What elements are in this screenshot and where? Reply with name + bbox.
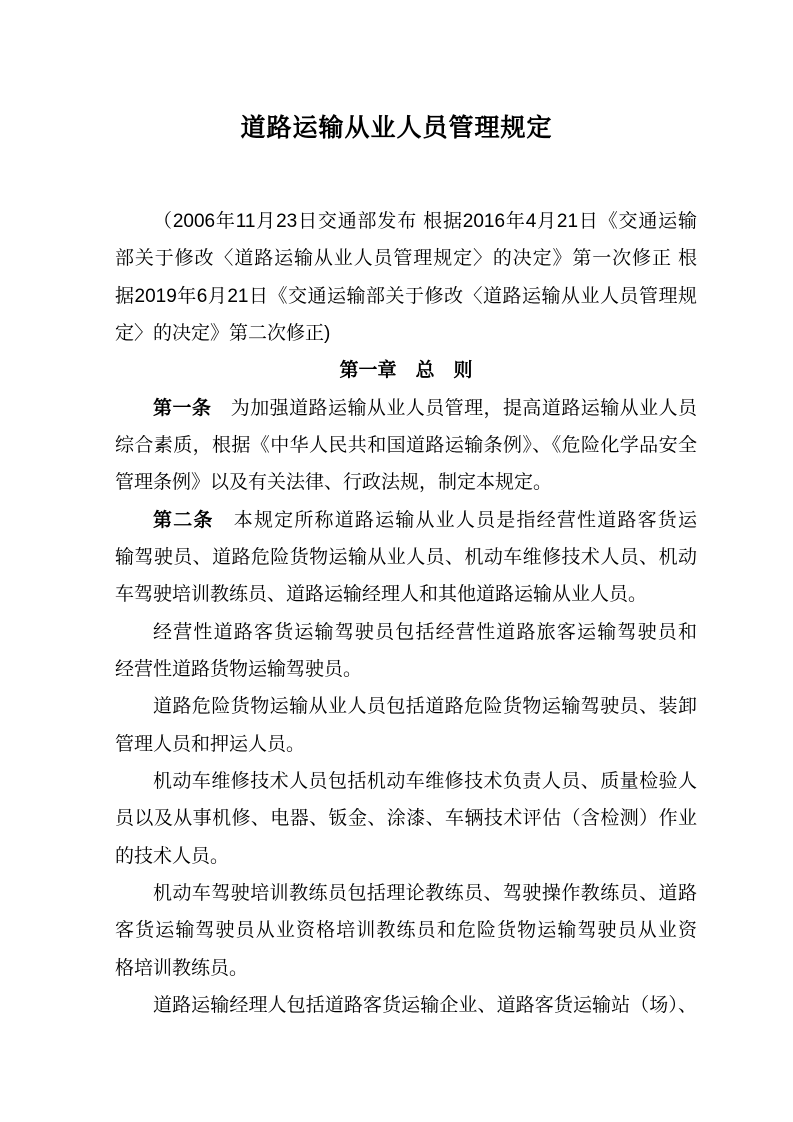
para-instructors [115, 875, 697, 987]
para-maintenance [115, 763, 697, 875]
preamble-line-1: （2006年11月23日交通部发布 根据2016年4月21日《交通运输 [153, 211, 697, 232]
article-2-line-1 [115, 502, 697, 539]
article-1-line-2: 综合素质，根据《中华人民共和国道路运输条例》、《危险化学品安全 [115, 434, 697, 456]
article-1-number: 第一条 [153, 397, 212, 419]
chapter-1-heading: 第一章 总 则 [339, 360, 473, 382]
para-managers [115, 987, 697, 1024]
para-commercial-drivers-line-1: 经营性道路客货运输驾驶员包括经营性道路旅客运输驾驶员和 [153, 621, 697, 643]
article-2-number: 第二条 [153, 509, 214, 531]
article-1-text: 为加强道路运输从业人员管理，提高道路运输从业人员 [211, 397, 697, 419]
para-commercial-drivers [115, 614, 697, 689]
article-1-line-3: 管理条例》以及有关法律、行政法规，制定本规定。 [115, 472, 553, 494]
document-body [115, 203, 697, 1024]
para-instructors-line-2: 客货运输驾驶员从业资格培训教练员和危险货物运输驾驶员从业资 [115, 920, 697, 942]
preamble-line-3: 据2019年6月21日《交通运输部关于修改〈道路运输从业人员管理规 [115, 285, 697, 307]
article-1-paragraph [115, 390, 697, 502]
document-title: 道路运输从业人员管理规定 [240, 114, 553, 142]
preamble-line-2: 部关于修改〈道路运输从业人员管理规定〉的决定》第一次修正 根 [115, 248, 697, 270]
para-maintenance-line-1: 机动车维修技术人员包括机动车维修技术负责人员、质量检验人 [153, 770, 697, 792]
para-commercial-drivers-line-2: 经营性道路货物运输驾驶员。 [115, 658, 363, 680]
para-instructors-line-1: 机动车驾驶培训教练员包括理论教练员、驾驶操作教练员、道路 [153, 882, 697, 904]
article-2-text: 本规定所称道路运输从业人员是指经营性道路客货运 [213, 509, 697, 531]
article-2-line-3: 车驾驶培训教练员、道路运输经理人和其他道路运输从业人员。 [115, 584, 648, 606]
para-dangerous-goods-line-2: 管理人员和押运人员。 [115, 733, 306, 755]
article-2-paragraph [115, 502, 697, 614]
para-instructors-line-3: 格培训教练员。 [115, 957, 249, 979]
preamble-paragraph [115, 203, 697, 352]
para-managers-line-1: 道路运输经理人包括道路客货运输企业、道路客货运输站（场）、 [153, 994, 697, 1016]
para-dangerous-goods-line-1: 道路危险货物运输从业人员包括道路危险货物运输驾驶员、装卸 [153, 696, 697, 718]
article-2-line-2: 输驾驶员、道路危险货物运输从业人员、机动车维修技术人员、机动 [115, 546, 697, 568]
article-1-line-1 [115, 390, 697, 427]
para-dangerous-goods [115, 688, 697, 763]
para-maintenance-line-2: 员以及从事机修、电器、钣金、涂漆、车辆技术评估（含检测）作业 [115, 808, 697, 830]
para-maintenance-line-3: 的技术人员。 [115, 845, 230, 867]
preamble-line-4: 定〉的决定》第二次修正) [115, 322, 331, 344]
